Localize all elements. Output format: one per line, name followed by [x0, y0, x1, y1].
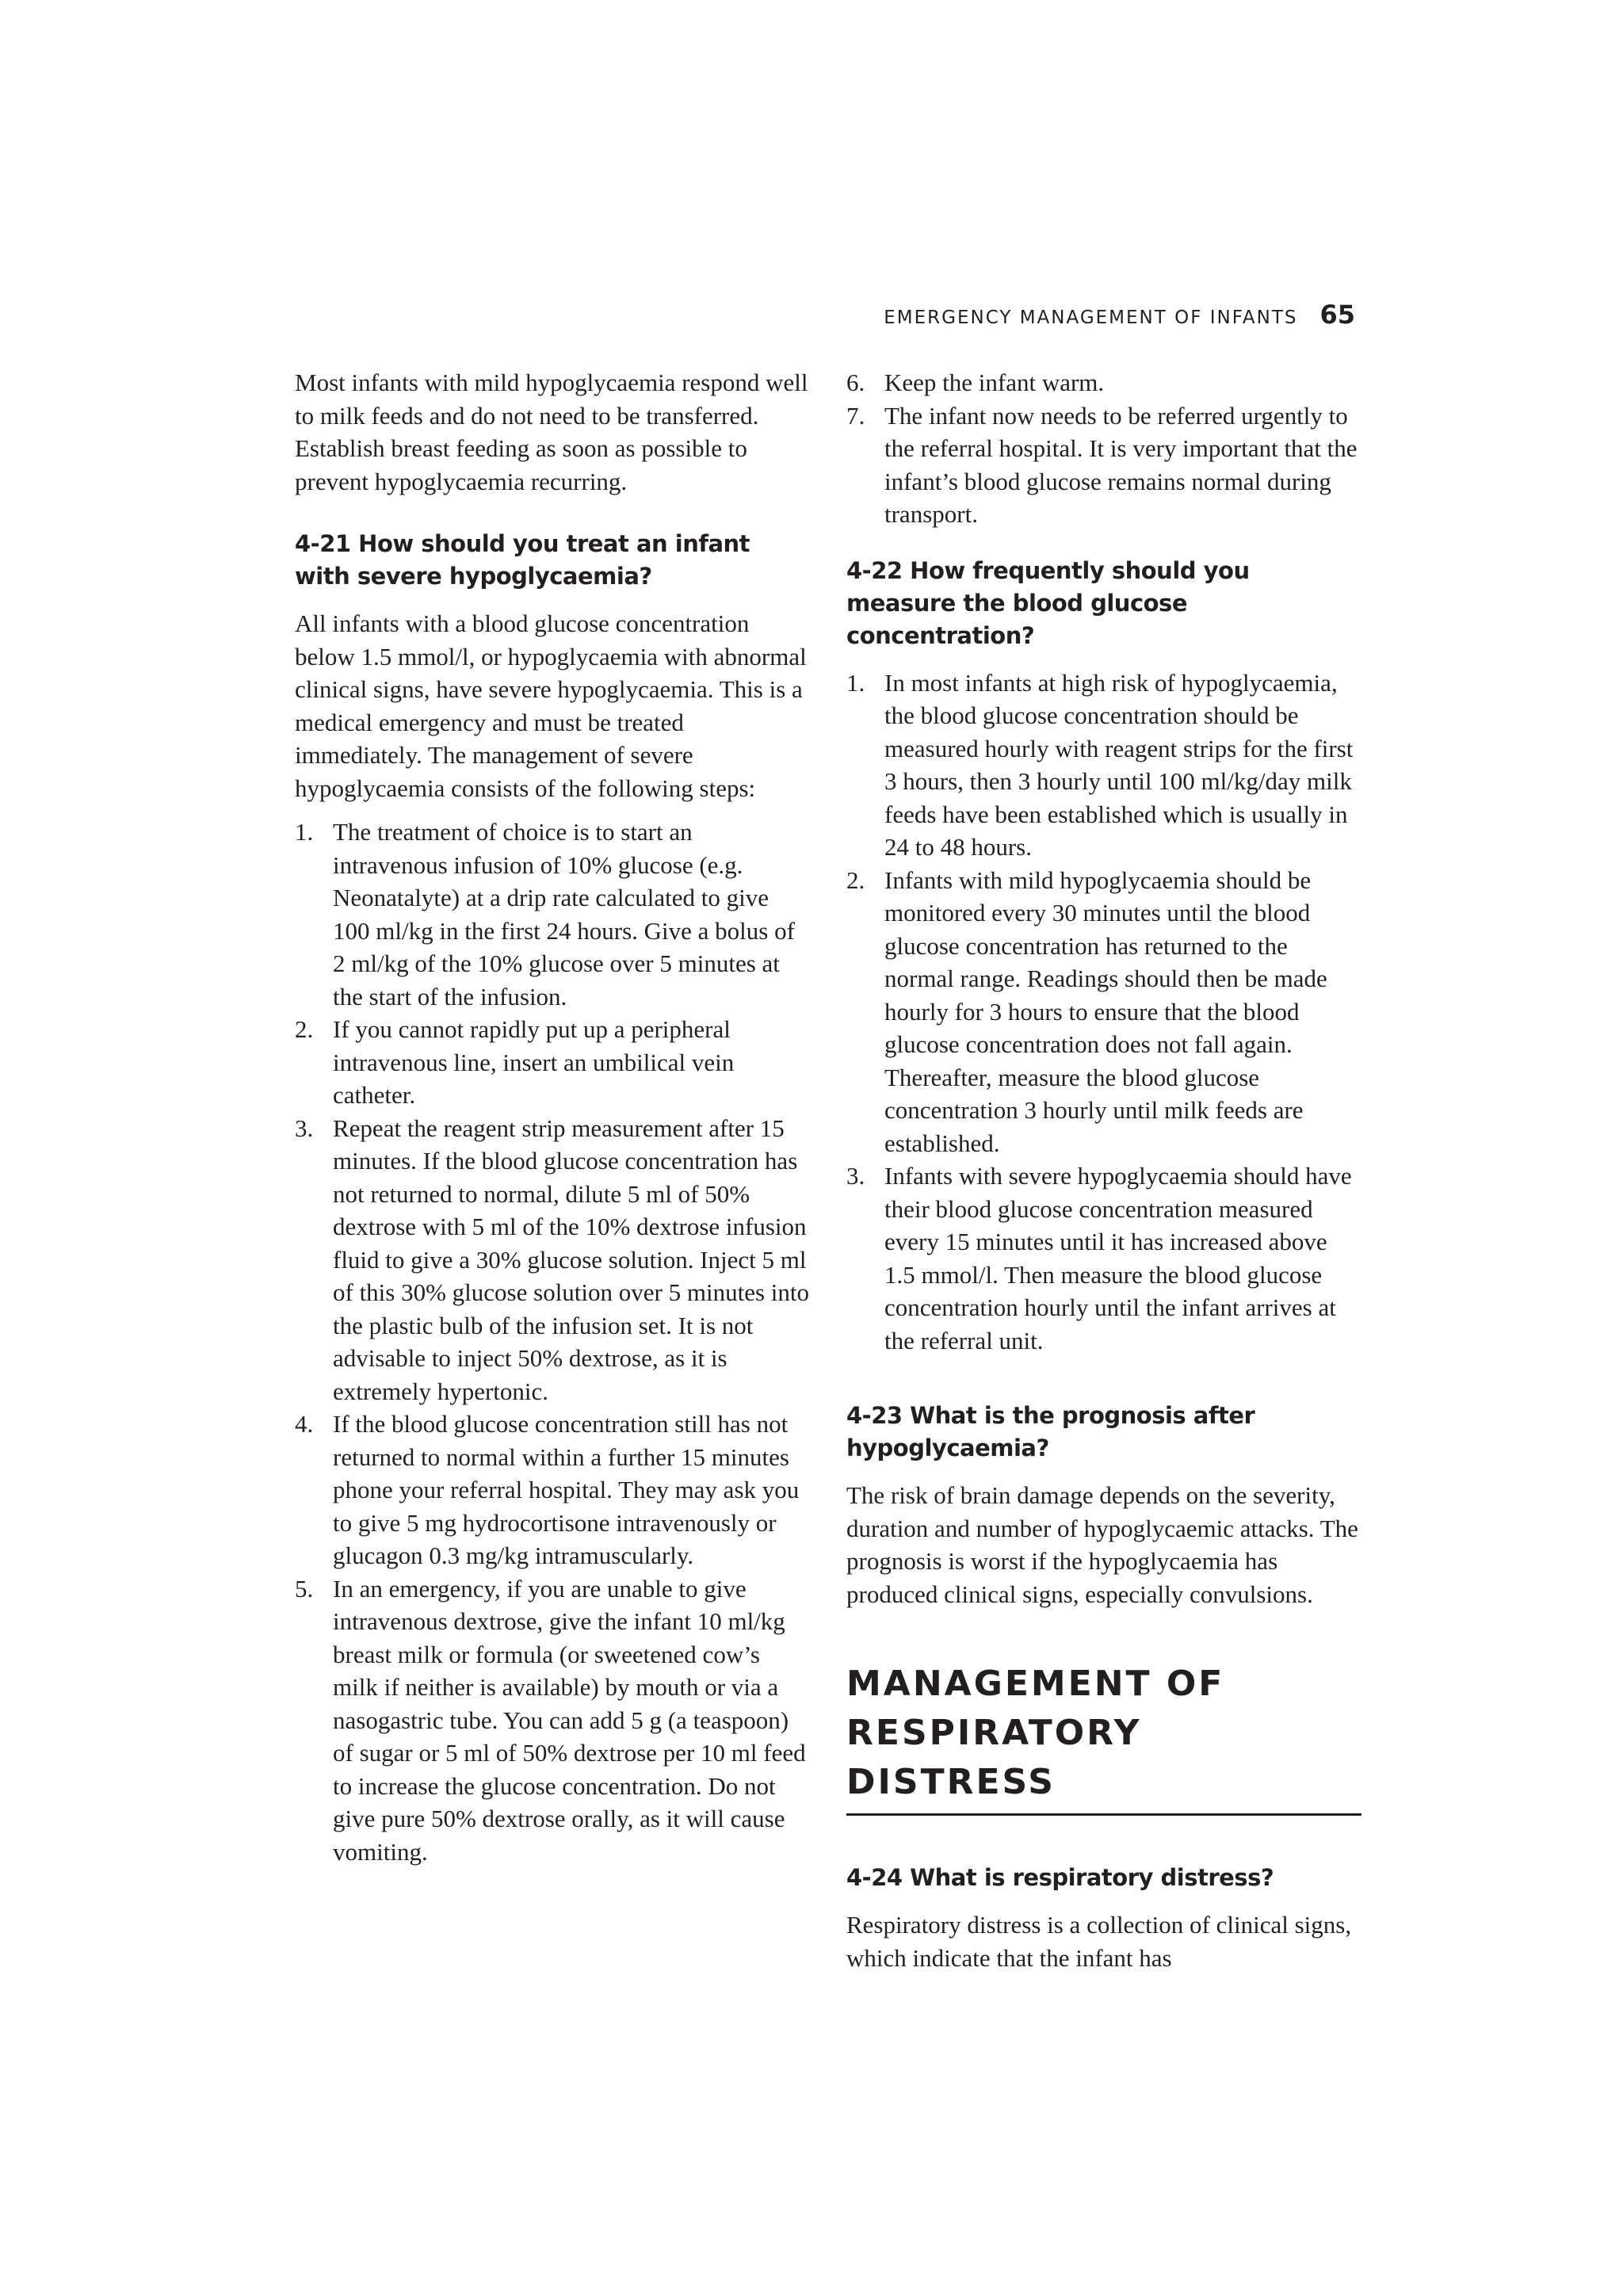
page-number: 65 [1319, 300, 1355, 330]
list-text: The infant now needs to be referred urgently to the referral hospital. It is very important that the infant’s blood glucose remains normal during transport. [884, 401, 1358, 528]
list-text: Infants with severe hypoglycaemia should have their blood glucose concentration measured every 15 minutes until it has increased above 1.5 mmol/l. Then measure the blood glucose concentration hourly until the infant arrives at the referral unit. [884, 1162, 1352, 1354]
list-number: 3. [846, 1162, 865, 1190]
list-item [295, 816, 810, 1013]
question-4-24-paragraph: Respiratory distress is a collection of clinical signs, which indicate that the infant has [846, 1911, 1352, 1972]
intro-paragraph: Most infants with mild hypoglycaemia respond well to milk feeds and do not need to be transferred. Establish breast feeding as soon as possible to prevent hypoglycaemia recurring. [295, 369, 808, 495]
severe-hypoglycaemia-steps [295, 816, 810, 1868]
list-item [846, 366, 1361, 399]
list-item [846, 864, 1361, 1160]
question-4-22-heading: 4-22 How frequently should you measure the blood glucose concentration? [846, 556, 1250, 649]
list-text: Keep the infant warm. [884, 369, 1105, 396]
list-text: Repeat the reagent strip measurement after 15 minutes. If the blood glucose concentration has not returned to normal, dilute 5 ml of 50% dextrose with 5 ml of the 10% dextrose infusion fluid to give a 30% glucose solution. Inject 5 ml of this 30% glucose solution over 5 minutes into the plastic bulb of the infusion set. It is not advisable to inject 50% dextrose, as it is extremely hypertonic. [333, 1114, 810, 1405]
list-number: 2. [295, 1015, 314, 1043]
running-title: EMERGENCY MANAGEMENT OF INFANTS [884, 308, 1298, 328]
list-item [846, 667, 1361, 864]
list-text: In an emergency, if you are unable to give intravenous dextrose, give the infant 10 ml/kg breast milk or formula (or sweetened cow’s milk if neither is available) by mouth or via a nasogastric tube. You can add 5 g (a teaspoon) of sugar or 5 ml of 50% dextrose per 10 ml feed to increase the glucose concentration. Do not give pure 50% dextrose orally, as it will cause vomiting. [333, 1574, 806, 1866]
list-number: 7. [846, 401, 865, 430]
list-text: The treatment of choice is to start an intravenous infusion of 10% glucose (e.g. Neonatalyte) at a drip rate calculated to give 100 ml/kg in the first 24 hours. Give a bolus of 2 ml/kg of the 10% glucose over 5 minutes at the start of the infusion. [333, 818, 795, 1010]
list-text: Infants with mild hypoglycaemia should be monitored every 30 minutes until the blood glucose concentration has returned to the normal range. Readings should then be made hourly for 3 hours to ensure that the blood glucose concentration does not fall again. Thereafter, measure the blood glucose concentration 3 hourly until milk feeds are established. [884, 865, 1327, 1157]
question-4-21-heading: 4-21 How should you treat an infant with severe hypoglycaemia? [295, 530, 750, 590]
section-heading: MANAGEMENT OF RESPIRATORY DISTRESS [846, 1660, 1361, 1816]
running-header [884, 300, 1355, 330]
list-text: If the blood glucose concentration still has not returned to normal within a further 15 minutes phone your referral hospital. They may ask you to give 5 mg hydrocortisone intravenously or glucagon 0.3 mg/kg intramuscularly. [333, 1410, 800, 1569]
list-item [295, 1112, 810, 1408]
right-column [846, 366, 1361, 2004]
list-number: 2. [846, 865, 865, 894]
severe-hypoglycaemia-steps-continued [846, 366, 1361, 531]
question-4-21-paragraph: All infants with a blood glucose concentration below 1.5 mmol/l, or hypoglycaemia with abnormal clinical signs, have severe hypoglycaemia. This is a medical emergency and must be treated immediately. The management of severe hypoglycaemia consists of the following steps: [295, 609, 807, 802]
left-column [295, 366, 810, 1898]
list-text: If you cannot rapidly put up a peripheral intravenous line, insert an umbilical vein catheter. [333, 1015, 735, 1109]
list-text: In most infants at high risk of hypoglycaemia, the blood glucose concentration should be measured hourly with reagent strips for the first 3 hours, then 3 hourly until 100 ml/kg/day milk feeds have been established which is usually in 24 to 48 hours. [884, 668, 1354, 861]
list-number: 4. [295, 1410, 314, 1438]
list-number: 5. [295, 1574, 314, 1603]
list-item [295, 1572, 810, 1869]
list-number: 1. [295, 818, 314, 846]
glucose-measurement-steps [846, 667, 1361, 1358]
list-item [295, 1013, 810, 1112]
list-number: 3. [295, 1114, 314, 1142]
question-4-23-heading: 4-23 What is the prognosis after hypoglycaemia? [846, 1402, 1255, 1461]
list-number: 1. [846, 668, 865, 697]
question-4-24-heading: 4-24 What is respiratory distress? [846, 1864, 1274, 1891]
list-item [846, 1159, 1361, 1357]
question-4-23-paragraph: The risk of brain damage depends on the severity, duration and number of hypoglycaemic attacks. The prognosis is worst if the hypoglycaemia has produced clinical signs, especially convulsions. [846, 1481, 1358, 1608]
list-item [295, 1408, 810, 1572]
list-number: 6. [846, 369, 865, 396]
list-item [846, 399, 1361, 531]
